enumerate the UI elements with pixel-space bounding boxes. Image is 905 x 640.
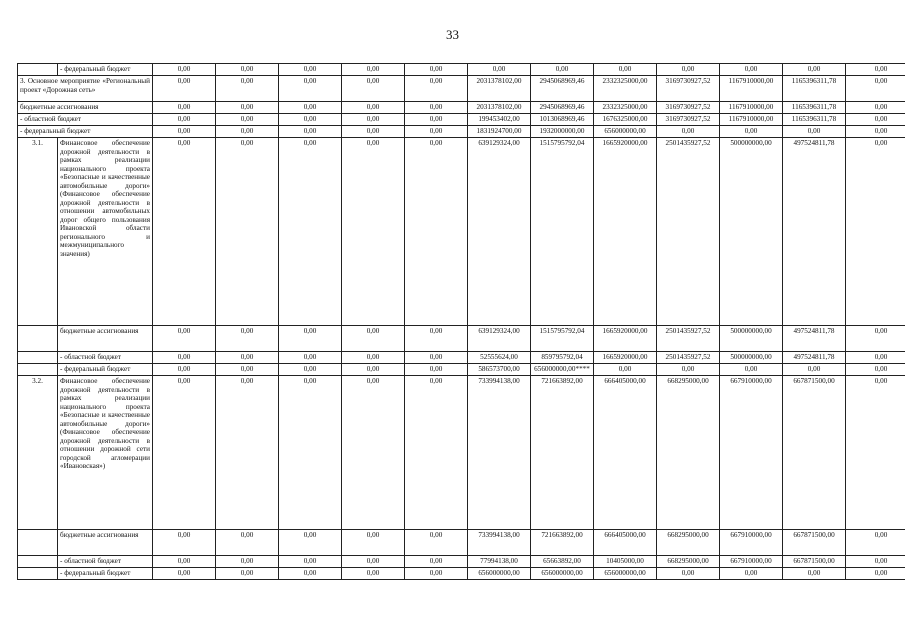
value-cell: 0,00	[153, 326, 216, 352]
value-cell: 3169730927,52	[657, 114, 720, 126]
row-code-text: 3.1.	[32, 139, 43, 147]
value-cell: 667871500,00	[783, 556, 846, 568]
value-cell: 859795792,04	[531, 352, 594, 364]
value-cell: 3169730927,52	[657, 102, 720, 114]
value-cell: 0,00	[405, 114, 468, 126]
value-cell: 0,00	[216, 126, 279, 138]
value-cell: 0,00	[279, 76, 342, 102]
value-cell: 0,00	[405, 352, 468, 364]
value-cell: 0,00	[846, 568, 905, 580]
value-cell: 0,00	[846, 126, 905, 138]
value-cell: 1676325000,00	[594, 114, 657, 126]
value-cell: 500000000,00	[720, 326, 783, 352]
value-cell: 721663892,00	[531, 376, 594, 530]
value-cell: 77994138,00	[468, 556, 531, 568]
value-cell: 1665920000,00	[594, 138, 657, 326]
value-cell: 65663892,00	[531, 556, 594, 568]
value-cell: 0,00	[405, 364, 468, 376]
value-cell: 0,00	[657, 64, 720, 76]
value-cell: 0,00	[279, 364, 342, 376]
value-cell: 656000000,00	[594, 126, 657, 138]
value-cell: 1665920000,00	[594, 326, 657, 352]
value-cell: 0,00	[153, 376, 216, 530]
table-row	[18, 138, 905, 326]
value-cell: 639129324,00	[468, 326, 531, 352]
value-cell: 0,00	[279, 326, 342, 352]
value-cell: 497524811,78	[783, 138, 846, 326]
value-cell: 0,00	[531, 64, 594, 76]
value-cell: 0,00	[216, 138, 279, 326]
row-code-text: 3.2.	[32, 377, 43, 385]
value-cell: 1167910000,00	[720, 114, 783, 126]
value-cell: 0,00	[846, 530, 905, 556]
value-cell: 0,00	[846, 364, 905, 376]
row-code	[18, 556, 58, 568]
value-cell: 0,00	[405, 76, 468, 102]
value-cell: 0,00	[720, 568, 783, 580]
row-label: 3. Основное мероприятие «Региональный проект «Дорожная сеть»	[18, 76, 153, 102]
value-cell: 0,00	[216, 326, 279, 352]
table-row	[18, 530, 905, 556]
value-cell: 0,00	[153, 530, 216, 556]
table-row	[18, 326, 905, 352]
row-label: - федеральный бюджет	[58, 568, 153, 580]
budget-table	[17, 63, 905, 580]
value-cell: 0,00	[720, 126, 783, 138]
row-code	[18, 352, 58, 364]
table-row	[18, 126, 905, 138]
value-cell: 0,00	[153, 352, 216, 364]
value-cell: 0,00	[279, 530, 342, 556]
value-cell: 1167910000,00	[720, 102, 783, 114]
value-cell: 0,00	[279, 376, 342, 530]
value-cell: 0,00	[342, 138, 405, 326]
row-code	[18, 326, 58, 352]
value-cell: 500000000,00	[720, 138, 783, 326]
value-cell: 0,00	[720, 364, 783, 376]
row-label: - областной бюджет	[18, 114, 153, 126]
value-cell: 666405000,00	[594, 376, 657, 530]
value-cell: 0,00	[153, 364, 216, 376]
value-cell: 0,00	[405, 568, 468, 580]
value-cell: 0,00	[846, 138, 905, 326]
value-cell: 1515795792,04	[531, 138, 594, 326]
budget-table-body	[18, 64, 905, 580]
row-code	[18, 64, 58, 76]
value-cell: 0,00	[783, 364, 846, 376]
table-row	[18, 76, 905, 102]
value-cell: 656000000,00****	[531, 364, 594, 376]
value-cell: 0,00	[846, 352, 905, 364]
row-label: - областной бюджет	[58, 352, 153, 364]
value-cell: 721663892,00	[531, 530, 594, 556]
value-cell: 0,00	[342, 376, 405, 530]
value-cell: 668295000,00	[657, 556, 720, 568]
value-cell: 0,00	[405, 376, 468, 530]
value-cell: 656000000,00	[531, 568, 594, 580]
value-cell: 667910000,00	[720, 530, 783, 556]
value-cell: 0,00	[405, 530, 468, 556]
value-cell: 1932000000,00	[531, 126, 594, 138]
value-cell: 0,00	[279, 114, 342, 126]
value-cell: 733994138,00	[468, 530, 531, 556]
table-row	[18, 352, 905, 364]
value-cell: 586573700,00	[468, 364, 531, 376]
value-cell: 2945068969,46	[531, 102, 594, 114]
value-cell: 0,00	[216, 530, 279, 556]
value-cell: 0,00	[342, 64, 405, 76]
value-cell: 0,00	[279, 352, 342, 364]
value-cell: 0,00	[216, 364, 279, 376]
value-cell: 1165396311,78	[783, 102, 846, 114]
value-cell: 0,00	[405, 326, 468, 352]
value-cell: 0,00	[846, 64, 905, 76]
value-cell: 0,00	[216, 102, 279, 114]
row-code	[18, 530, 58, 556]
value-cell: 0,00	[279, 126, 342, 138]
value-cell: 2501435927,52	[657, 138, 720, 326]
value-cell: 0,00	[342, 76, 405, 102]
value-cell: 0,00	[216, 76, 279, 102]
value-cell: 0,00	[342, 364, 405, 376]
value-cell: 2332325000,00	[594, 102, 657, 114]
value-cell: 0,00	[153, 102, 216, 114]
row-label: - федеральный бюджет	[18, 126, 153, 138]
value-cell: 1165396311,78	[783, 76, 846, 102]
row-label: Финансовое обеспечение дорожной деятельности в рамках реализации национального проекта «Безопасные и качественные автомобильные дороги» (Финансовое обеспечение дорожной деятельности в отношении дорожной сети городской агломерации «Ивановская»)	[58, 376, 153, 530]
value-cell: 0,00	[153, 138, 216, 326]
table-row	[18, 568, 905, 580]
value-cell: 1013068969,46	[531, 114, 594, 126]
value-cell: 0,00	[594, 64, 657, 76]
value-cell: 3169730927,52	[657, 76, 720, 102]
value-cell: 0,00	[405, 138, 468, 326]
value-cell: 0,00	[405, 64, 468, 76]
value-cell: 0,00	[279, 556, 342, 568]
value-cell: 0,00	[342, 114, 405, 126]
row-code	[18, 376, 58, 530]
value-cell: 666405000,00	[594, 530, 657, 556]
value-cell: 1515795792,04	[531, 326, 594, 352]
value-cell: 0,00	[846, 376, 905, 530]
value-cell: 0,00	[279, 568, 342, 580]
value-cell: 0,00	[153, 76, 216, 102]
value-cell: 668295000,00	[657, 376, 720, 530]
table-row	[18, 376, 905, 530]
value-cell: 0,00	[405, 102, 468, 114]
value-cell: 0,00	[216, 376, 279, 530]
value-cell: 733994138,00	[468, 376, 531, 530]
value-cell: 667910000,00	[720, 556, 783, 568]
row-label: - федеральный бюджет	[58, 364, 153, 376]
row-label: бюджетные ассигнования	[58, 530, 153, 556]
value-cell: 0,00	[216, 568, 279, 580]
value-cell: 0,00	[216, 114, 279, 126]
value-cell: 0,00	[342, 352, 405, 364]
row-code	[18, 364, 58, 376]
value-cell: 0,00	[594, 364, 657, 376]
row-label: - федеральный бюджет	[58, 64, 153, 76]
value-cell: 1165396311,78	[783, 114, 846, 126]
value-cell: 0,00	[405, 556, 468, 568]
value-cell: 497524811,78	[783, 326, 846, 352]
value-cell: 52555624,00	[468, 352, 531, 364]
row-label: Финансовое обеспечение дорожной деятельности в рамках реализации национального проекта «Безопасные и качественные автомобильные дороги» (Финансовое обеспечение дорожной деятельности в отношении автомобильных дорог общего пользования Ивановской области регионального и межмуниципального значения)	[58, 138, 153, 326]
value-cell: 199453402,00	[468, 114, 531, 126]
value-cell: 2501435927,52	[657, 352, 720, 364]
value-cell: 656000000,00	[594, 568, 657, 580]
value-cell: 0,00	[216, 64, 279, 76]
value-cell: 0,00	[153, 556, 216, 568]
value-cell: 0,00	[846, 102, 905, 114]
value-cell: 0,00	[279, 138, 342, 326]
value-cell: 667871500,00	[783, 530, 846, 556]
value-cell: 0,00	[846, 76, 905, 102]
row-code	[18, 568, 58, 580]
value-cell: 0,00	[153, 64, 216, 76]
table-row	[18, 102, 905, 114]
value-cell: 0,00	[342, 126, 405, 138]
value-cell: 0,00	[405, 126, 468, 138]
value-cell: 0,00	[153, 126, 216, 138]
value-cell: 0,00	[216, 556, 279, 568]
value-cell: 0,00	[468, 64, 531, 76]
value-cell: 0,00	[342, 102, 405, 114]
value-cell: 0,00	[342, 326, 405, 352]
value-cell: 0,00	[342, 530, 405, 556]
value-cell: 0,00	[153, 568, 216, 580]
row-label: - областной бюджет	[58, 556, 153, 568]
value-cell: 497524811,78	[783, 352, 846, 364]
table-row	[18, 364, 905, 376]
value-cell: 2031378102,00	[468, 76, 531, 102]
value-cell: 2332325000,00	[594, 76, 657, 102]
value-cell: 2031378102,00	[468, 102, 531, 114]
value-cell: 0,00	[783, 126, 846, 138]
value-cell: 10405000,00	[594, 556, 657, 568]
value-cell: 0,00	[846, 326, 905, 352]
row-label: бюджетные ассигнования	[58, 326, 153, 352]
row-label: бюджетные ассигнования	[18, 102, 153, 114]
value-cell: 0,00	[846, 556, 905, 568]
value-cell: 0,00	[846, 114, 905, 126]
value-cell: 0,00	[657, 364, 720, 376]
value-cell: 0,00	[720, 64, 783, 76]
value-cell: 0,00	[342, 568, 405, 580]
value-cell: 0,00	[783, 568, 846, 580]
row-code	[18, 138, 58, 326]
value-cell: 0,00	[657, 126, 720, 138]
table-row	[18, 114, 905, 126]
value-cell: 500000000,00	[720, 352, 783, 364]
value-cell: 0,00	[279, 102, 342, 114]
table-row	[18, 64, 905, 76]
value-cell: 1831924700,00	[468, 126, 531, 138]
value-cell: 0,00	[783, 64, 846, 76]
value-cell: 0,00	[153, 114, 216, 126]
value-cell: 0,00	[279, 64, 342, 76]
value-cell: 667871500,00	[783, 376, 846, 530]
value-cell: 639129324,00	[468, 138, 531, 326]
table-row	[18, 556, 905, 568]
page-number: 33	[446, 27, 459, 42]
value-cell: 2501435927,52	[657, 326, 720, 352]
value-cell: 0,00	[216, 352, 279, 364]
value-cell: 667910000,00	[720, 376, 783, 530]
value-cell: 0,00	[657, 568, 720, 580]
value-cell: 1665920000,00	[594, 352, 657, 364]
value-cell: 656000000,00	[468, 568, 531, 580]
value-cell: 0,00	[342, 556, 405, 568]
value-cell: 2945068969,46	[531, 76, 594, 102]
value-cell: 1167910000,00	[720, 76, 783, 102]
value-cell: 668295000,00	[657, 530, 720, 556]
